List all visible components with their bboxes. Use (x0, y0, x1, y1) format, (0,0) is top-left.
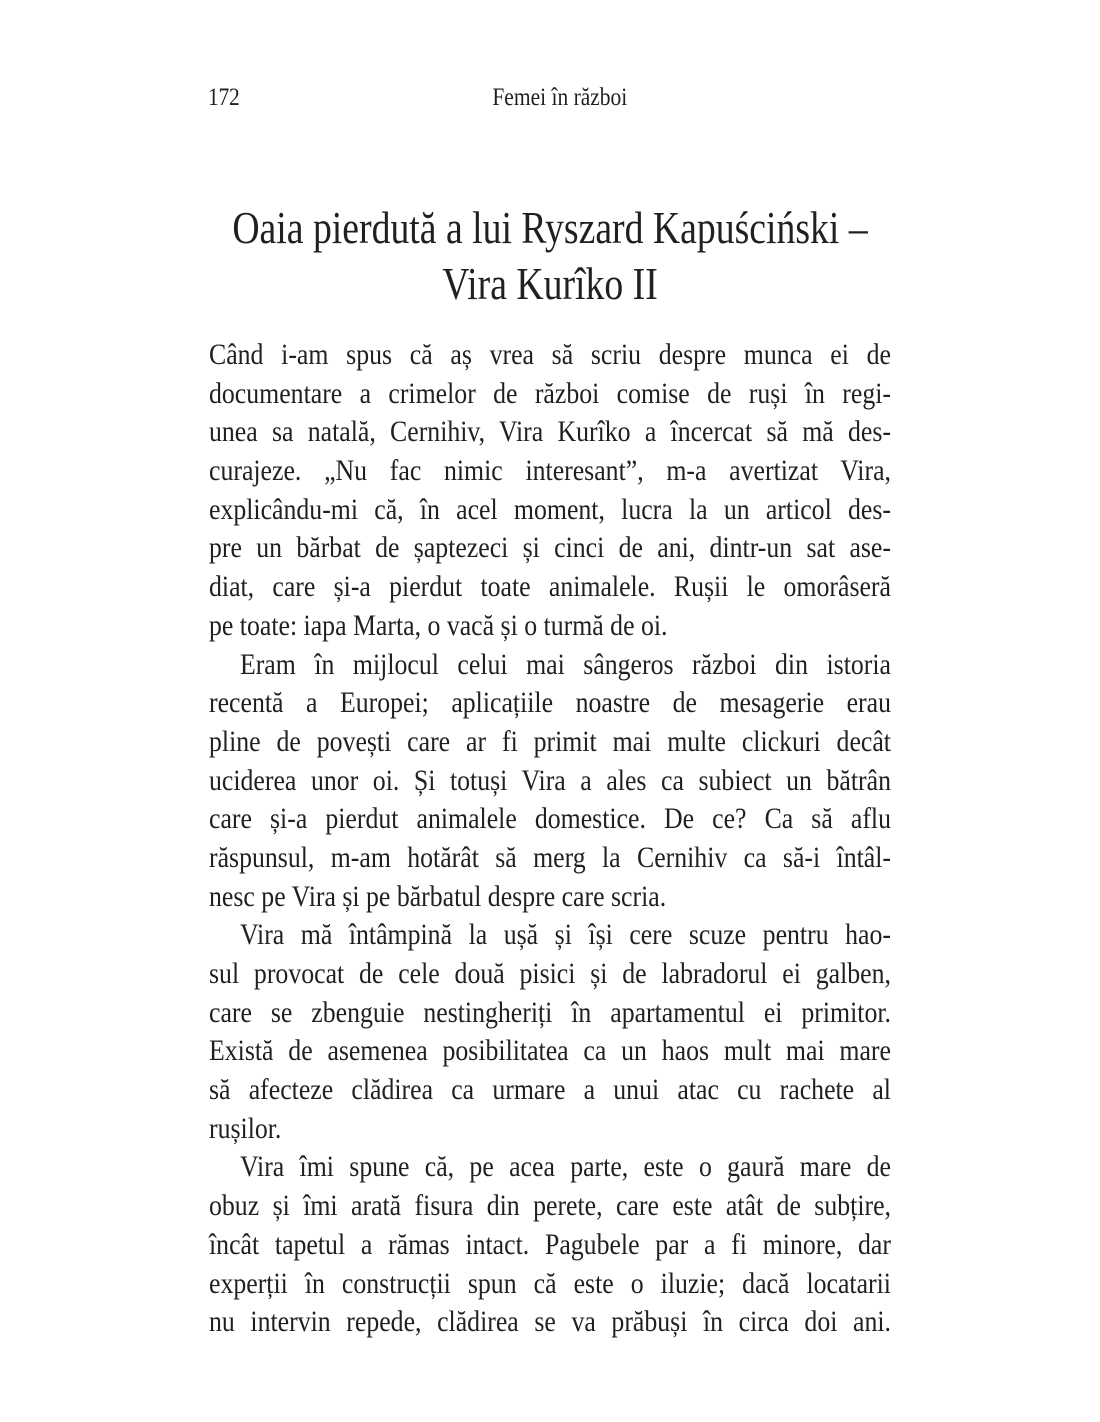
page-number: 172 (208, 84, 240, 111)
text-line: Eram în mijlocul celui mai sângeros război din istoria (239, 647, 891, 681)
text-line: obuz și îmi arată fisura din perete, care este atât de subțire, (209, 1189, 891, 1223)
text-line: încât tapetul a rămas intact. Pagubele par a fi minore, dar (209, 1227, 891, 1261)
text-line: Vira îmi spune că, pe acea parte, este o gaură mare de (239, 1150, 891, 1184)
text-line: Vira mă întâmpină la ușă și își cere scuze pentru hao- (239, 918, 891, 952)
paragraph (209, 1148, 891, 1341)
running-title: Femei în război (492, 84, 628, 111)
text-line: pline de povești care ar fi primit mai multe clickuri decât (209, 724, 891, 758)
chapter-title (150, 200, 950, 312)
text-line: explicându-mi că, în acel moment, lucra la un articol des- (209, 492, 891, 526)
text-line: documentare a crimelor de război comise de ruși în regi- (209, 376, 891, 410)
text-line: sul provocat de cele două pisici și de labradorul ei galben, (209, 957, 891, 990)
text-line: nu intervin repede, clădirea se va prăbuși în circa doi ani. (209, 1305, 891, 1339)
chapter-title-line: Vira Kurîko II (442, 258, 658, 309)
text-line: care se zbenguie nestingheriți în apartamentul ei primitor. (209, 995, 891, 1029)
text-line: unea sa natală, Cernihiv, Vira Kurîko a încercat să mă des- (209, 415, 891, 449)
paragraph (209, 646, 891, 917)
text-line: diat, care și-a pierdut toate animalele. Rușii le omorâseră (209, 570, 891, 604)
paragraph (209, 336, 891, 646)
text-line: experții în construcții spun că este o iluzie; dacă locatarii (209, 1266, 891, 1300)
text-line: rușilor. (209, 1111, 282, 1145)
text-line: să afecteze clădirea ca urmare a unui atac cu rachete al (209, 1073, 891, 1107)
text-line: pre un bărbat de șaptezeci și cinci de ani, dintr-un sat ase- (209, 531, 891, 565)
text-line: care și-a pierdut animalele domestice. De ce? Ca să aflu (209, 802, 891, 836)
chapter-title-line: Oaia pierdută a lui Ryszard Kapuściński – (232, 202, 868, 253)
text-line: Când i-am spus că aș vrea să scriu despre munca ei de (209, 338, 891, 371)
text-line: Există de asemenea posibilitatea ca un haos mult mai mare (209, 1034, 891, 1068)
text-line: uciderea unor oi. Și totuși Vira a ales ca subiect un bătrân (209, 763, 891, 797)
text-line: recentă a Europei; aplicațiile noastre de mesagerie erau (209, 686, 891, 720)
text-line: curajeze. „Nu fac nimic interesant”, m-a avertizat Vira, (209, 454, 891, 488)
body-text (209, 336, 891, 1342)
text-line: pe toate: iapa Marta, o vacă și o turmă de oi. (209, 608, 668, 642)
text-line: nesc pe Vira și pe bărbatul despre care scria. (209, 879, 667, 913)
paragraph (209, 916, 891, 1148)
text-line: răspunsul, m-am hotărât să merg la Cernihiv ca să-i întâl- (209, 840, 891, 874)
running-header (208, 80, 891, 116)
